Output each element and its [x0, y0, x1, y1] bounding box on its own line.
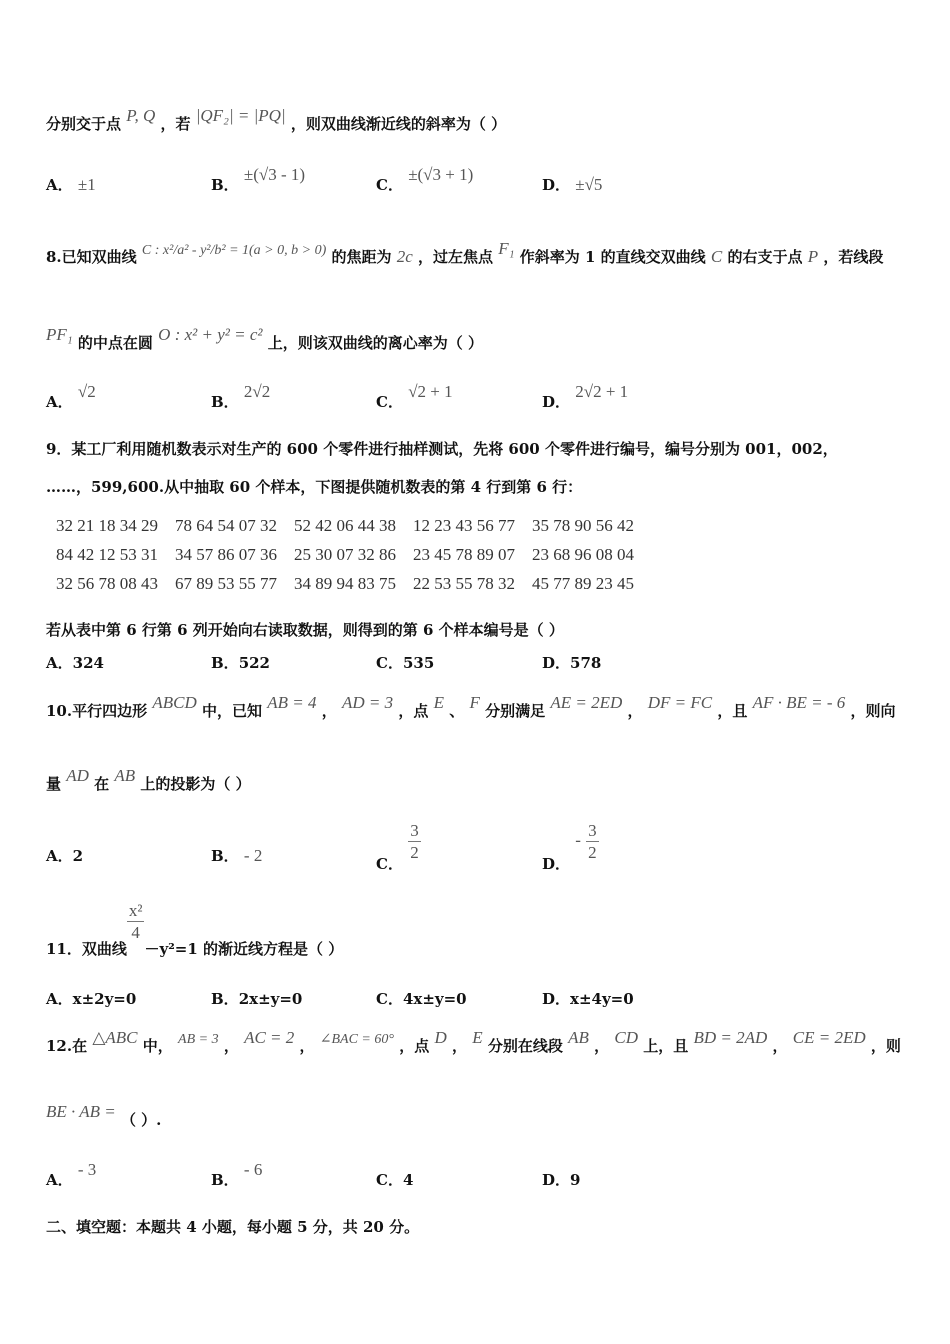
- q10-stem-line1: 10.平行四边形 ABCD 中，已知 AB = 4 ， AD = 3 ，点 E 、 F 分别满足 AE = 2ED ， DF = FC ，且 AF · BE = - 6 ，则向: [46, 693, 896, 720]
- q9-option-c[interactable]: C．535: [376, 654, 435, 672]
- q7-option-c[interactable]: C． ±(√3 + 1): [376, 165, 474, 194]
- random-table-row-4: 32 21 18 34 29 78 64 54 07 32 52 42 06 44 38 12 23 43 56 77 35 78 90 56 42: [56, 516, 634, 535]
- q10-option-a[interactable]: A．2: [46, 847, 84, 865]
- q8-option-a[interactable]: A． √2: [46, 382, 96, 411]
- q9-option-a[interactable]: A．324: [46, 654, 104, 672]
- q12-option-b[interactable]: B． - 6: [211, 1160, 263, 1189]
- q12-stem-line1: 12.在 △ABC 中， AB = 3 ， AC = 2 ， ∠BAC = 60° ，点 D ， E 分别在线段 AB ， CD 上，且 BD = 2AD ， CE = 2ED ，则: [46, 1028, 901, 1055]
- q10-stem-line2: 量 AD 在 AB 上的投影为（ ）: [46, 766, 251, 793]
- q11-option-a[interactable]: A．x±2y=0: [46, 990, 137, 1008]
- q12-option-c[interactable]: C．4: [376, 1171, 414, 1189]
- q11-option-c[interactable]: C．4x±y=0: [376, 990, 467, 1008]
- section-heading: 二、填空题：本题共 4 小题，每小题 5 分，共 20 分。: [46, 1218, 420, 1236]
- q9-option-b[interactable]: B．522: [211, 654, 270, 672]
- q7-stem: 分别交于点 P, Q ，若 |QF₂| = |PQ| ，则双曲线渐近线的斜率为（ ）: [46, 106, 507, 133]
- q10-option-d[interactable]: D． - $\frac{3}{2}$: [542, 821, 597, 873]
- q12-stem-line2: BE · AB = （ ）.: [46, 1102, 162, 1129]
- random-table-row-6: 32 56 78 08 43 67 89 53 55 77 34 89 94 83 75 22 53 55 78 32 45 77 89 23 45: [56, 574, 634, 593]
- q9-stem-line1: 9．某工厂利用随机数表示对生产的 600 个零件进行抽样测试，先将 600 个零件进行编号，编号分别为 001，002，: [46, 440, 838, 458]
- q12-option-a[interactable]: A． - 3: [46, 1160, 97, 1189]
- random-table-row-5: 84 42 12 53 31 34 57 86 07 36 25 30 07 32 86 23 45 78 89 07 23 68 96 08 04: [56, 545, 634, 564]
- q9-stem-line3: 若从表中第 6 行第 6 列开始向右读取数据，则得到的第 6 个样本编号是（ ）: [46, 621, 564, 639]
- q11-option-d[interactable]: D．x±4y=0: [542, 990, 634, 1008]
- q12-option-d[interactable]: D．9: [542, 1171, 581, 1189]
- q9-stem-line2: ……，599,600.从中抽取 60 个样本，下图提供随机数表的第 4 行到第 6 行：: [46, 478, 583, 496]
- q10-option-b[interactable]: B． - 2: [211, 846, 263, 865]
- q8-option-d[interactable]: D． 2√2 + 1: [542, 382, 629, 411]
- q8-stem-line2: PF₁ 的中点在圆 O : x² + y² = c² 上，则该双曲线的离心率为（ ）: [46, 325, 483, 352]
- q8-option-c[interactable]: C． √2 + 1: [376, 382, 453, 411]
- q10-option-c[interactable]: C． $\frac{3}{2}$: [376, 821, 419, 873]
- q7-option-a[interactable]: A． ±1: [46, 175, 96, 194]
- q8-stem-line1: 8.已知双曲线 C : x²/a² - y²/b² = 1(a > 0, b > 0) 的焦距为 2c ，过左焦点 F₁ 作斜率为 1 的直线交双曲线 C 的右支于点 P ，若线段: [46, 239, 884, 266]
- q8-option-b[interactable]: B． 2√2: [211, 382, 271, 411]
- q11-option-b[interactable]: B．2x±y=0: [211, 990, 303, 1008]
- q9-option-d[interactable]: D．578: [542, 654, 602, 672]
- q11-stem: 11．双曲线 $\frac{\text{x²}}{4}$ －y²=1 的渐近线方程是（ ）: [46, 901, 344, 958]
- q7-option-d[interactable]: D． ±√5: [542, 175, 603, 194]
- q7-option-b[interactable]: B． ±(√3 - 1): [211, 165, 306, 194]
